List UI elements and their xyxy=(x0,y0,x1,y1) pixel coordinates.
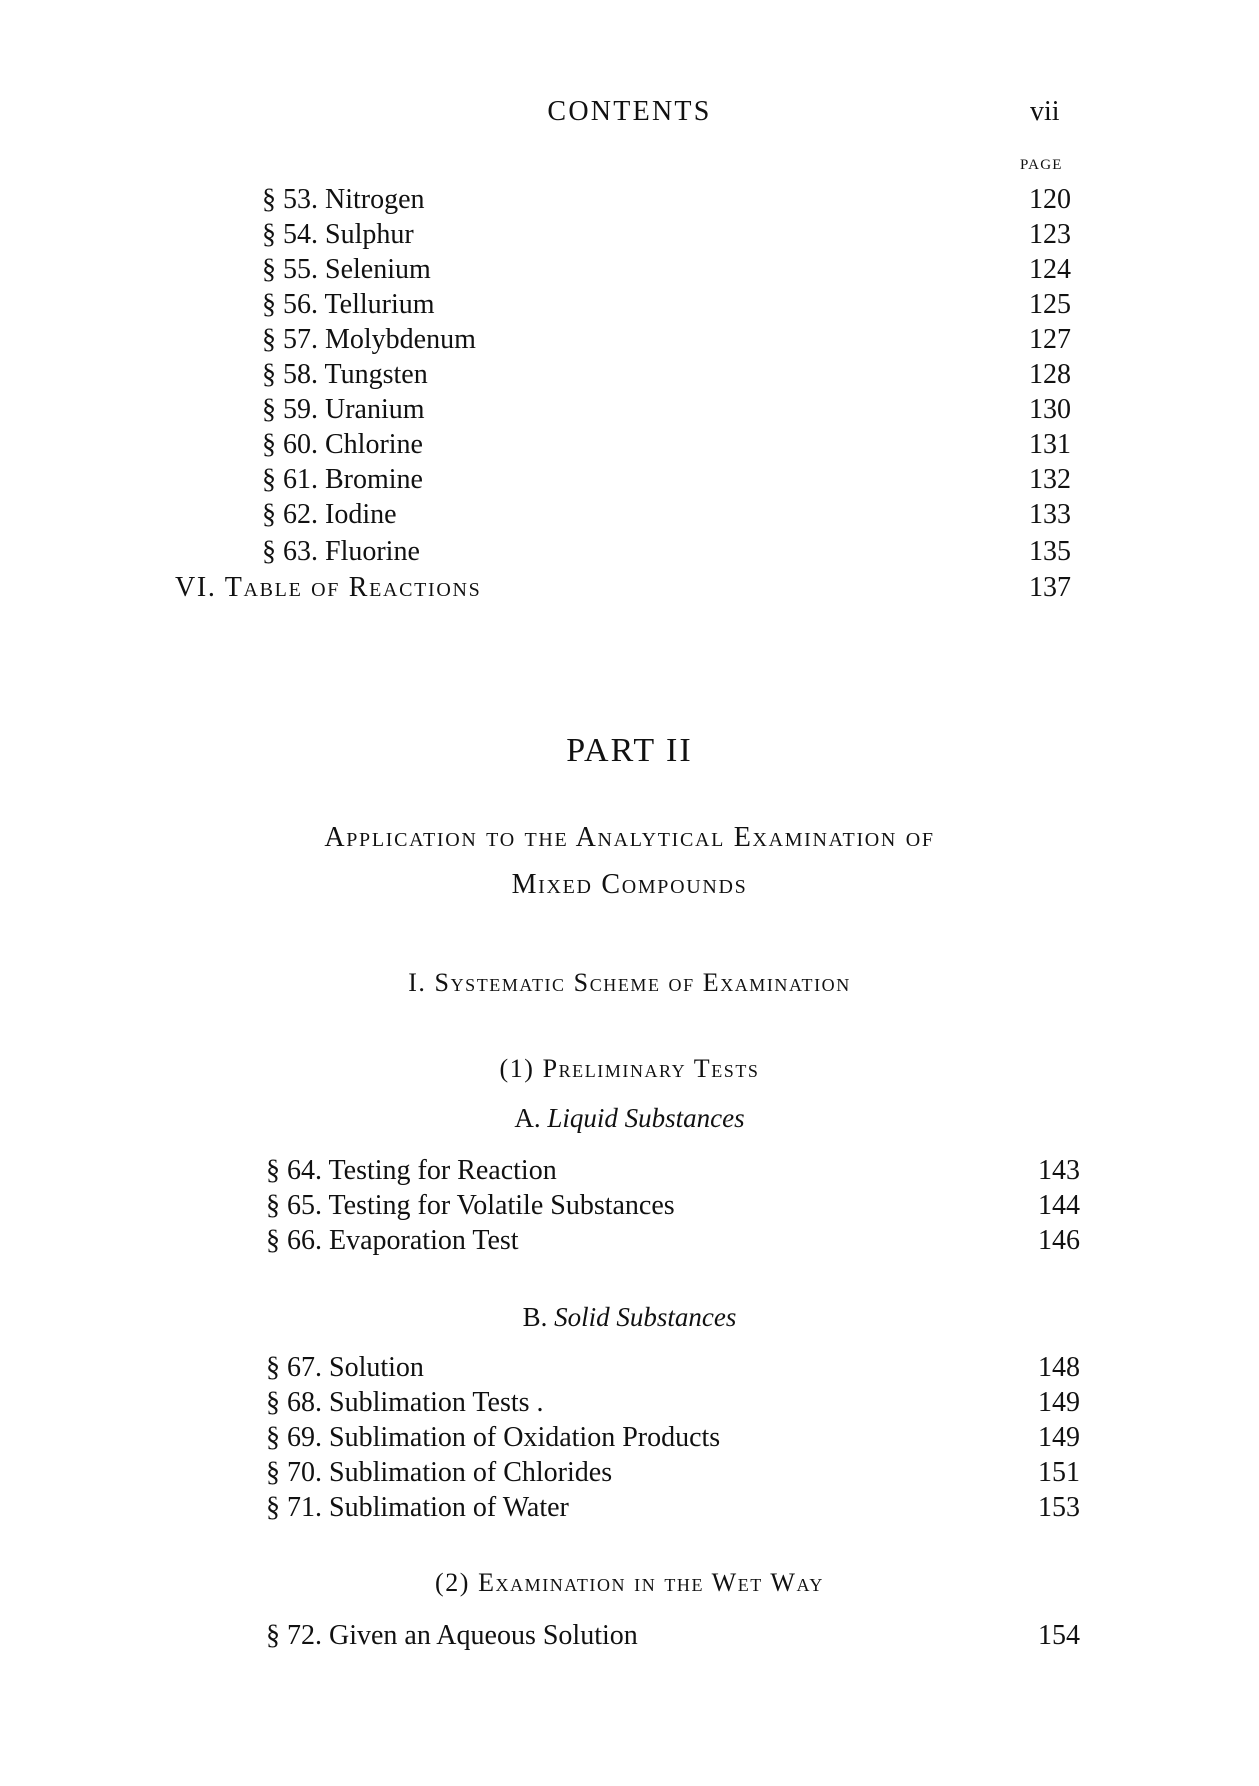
toc-entry-label: § 60. Chlorine xyxy=(262,429,423,460)
toc-entry-page: 149 xyxy=(1038,1387,1080,1418)
toc-entry-page: 137 xyxy=(1029,572,1071,603)
heading-text: Liquid Substances xyxy=(547,1103,745,1133)
toc-entry xyxy=(0,392,1259,427)
toc-entry-page: 153 xyxy=(1038,1492,1080,1523)
preliminary-tests-heading: (1) Preliminary Tests xyxy=(499,1054,760,1083)
toc-entry-label: § 59. Uranium xyxy=(262,394,425,425)
toc-entry-label: § 54. Sulphur xyxy=(262,219,414,250)
toc-entry-page: 149 xyxy=(1038,1422,1080,1453)
toc-entry-page: 130 xyxy=(1029,394,1071,425)
toc-entry xyxy=(0,462,1259,497)
toc-entry xyxy=(0,287,1259,322)
toc-entry-label: § 71. Sublimation of Water xyxy=(266,1492,569,1523)
toc-entry xyxy=(0,1490,1259,1525)
toc-entry-label: § 57. Molybdenum xyxy=(262,324,476,355)
toc-entry xyxy=(0,1188,1259,1223)
toc-entry-label: § 66. Evaporation Test xyxy=(266,1225,519,1256)
toc-entry xyxy=(0,497,1259,532)
toc-entry xyxy=(0,252,1259,287)
toc-entry-page: 120 xyxy=(1029,184,1071,215)
toc-entry xyxy=(0,322,1259,357)
heading-letter: B. xyxy=(522,1302,548,1332)
toc-entry-label: § 67. Solution xyxy=(266,1352,424,1383)
toc-entry-page: 143 xyxy=(1038,1155,1080,1186)
toc-entry xyxy=(0,182,1259,217)
solid-substances-heading xyxy=(0,1302,1259,1333)
toc-entry-label: § 69. Sublimation of Oxidation Products xyxy=(266,1422,721,1453)
toc-entry-page: 146 xyxy=(1038,1225,1080,1256)
toc-entry-label: VI. Table of Reactions xyxy=(175,572,482,603)
toc-entry-label: § 56. Tellurium xyxy=(262,289,435,320)
scheme-heading: I. Systematic Scheme of Examination xyxy=(408,968,851,997)
toc-entry xyxy=(0,1618,1259,1653)
toc-entry-page: 154 xyxy=(1038,1620,1080,1651)
toc-entry xyxy=(0,1385,1259,1420)
toc-entry-page: 123 xyxy=(1029,219,1071,250)
toc-entry xyxy=(0,217,1259,252)
toc-entry-label: § 55. Selenium xyxy=(262,254,431,285)
toc-entry-label: § 72. Given an Aqueous Solution xyxy=(266,1620,638,1651)
toc-entry xyxy=(0,1455,1259,1490)
toc-entry-page: 131 xyxy=(1029,429,1071,460)
toc-entry-label: § 64. Testing for Reaction xyxy=(266,1155,557,1186)
toc-entry xyxy=(0,357,1259,392)
page-column-label: PAGE xyxy=(1020,157,1063,173)
toc-entry-label: § 61. Bromine xyxy=(262,464,423,495)
heading-letter: A. xyxy=(514,1103,541,1133)
part-title: PART II xyxy=(566,732,693,769)
toc-entry xyxy=(0,427,1259,462)
toc-entry xyxy=(0,1350,1259,1385)
toc-entry-label: § 68. Sublimation Tests . xyxy=(266,1387,544,1418)
toc-entry xyxy=(0,1223,1259,1258)
liquid-substances-heading xyxy=(0,1103,1259,1134)
part-subtitle-line2: Mixed Compounds xyxy=(511,869,748,900)
wet-way-heading: (2) Examination in the Wet Way xyxy=(435,1568,824,1597)
toc-entry-label: § 63. Fluorine xyxy=(262,536,420,567)
running-head xyxy=(0,96,1259,136)
toc-entry-page: 151 xyxy=(1038,1457,1080,1488)
toc-entry-label: § 65. Testing for Volatile Substances xyxy=(266,1190,675,1221)
running-title: CONTENTS xyxy=(547,96,712,127)
heading-text: Solid Substances xyxy=(554,1302,737,1332)
toc-entry-label: § 58. Tungsten xyxy=(262,359,428,390)
page-number: vii xyxy=(1030,96,1060,127)
toc-entry-label: § 62. Iodine xyxy=(262,499,397,530)
toc-entry-page: 132 xyxy=(1029,464,1071,495)
toc-entry-label: § 53. Nitrogen xyxy=(262,184,425,215)
toc-entry-page: 125 xyxy=(1029,289,1071,320)
part-subtitle-line1: Application to the Analytical Examination of xyxy=(324,822,935,853)
toc-entry-page: 135 xyxy=(1029,536,1071,567)
toc-entry-table-of-reactions xyxy=(0,570,1259,605)
toc-entry-page: 144 xyxy=(1038,1190,1080,1221)
toc-entry-page: 124 xyxy=(1029,254,1071,285)
toc-entry-page: 127 xyxy=(1029,324,1071,355)
toc-entry-page: 133 xyxy=(1029,499,1071,530)
toc-entry xyxy=(0,1420,1259,1455)
toc-entry xyxy=(0,534,1259,569)
toc-entry-page: 128 xyxy=(1029,359,1071,390)
toc-entry-label: § 70. Sublimation of Chlorides xyxy=(266,1457,613,1488)
toc-entry xyxy=(0,1153,1259,1188)
toc-entry-page: 148 xyxy=(1038,1352,1080,1383)
